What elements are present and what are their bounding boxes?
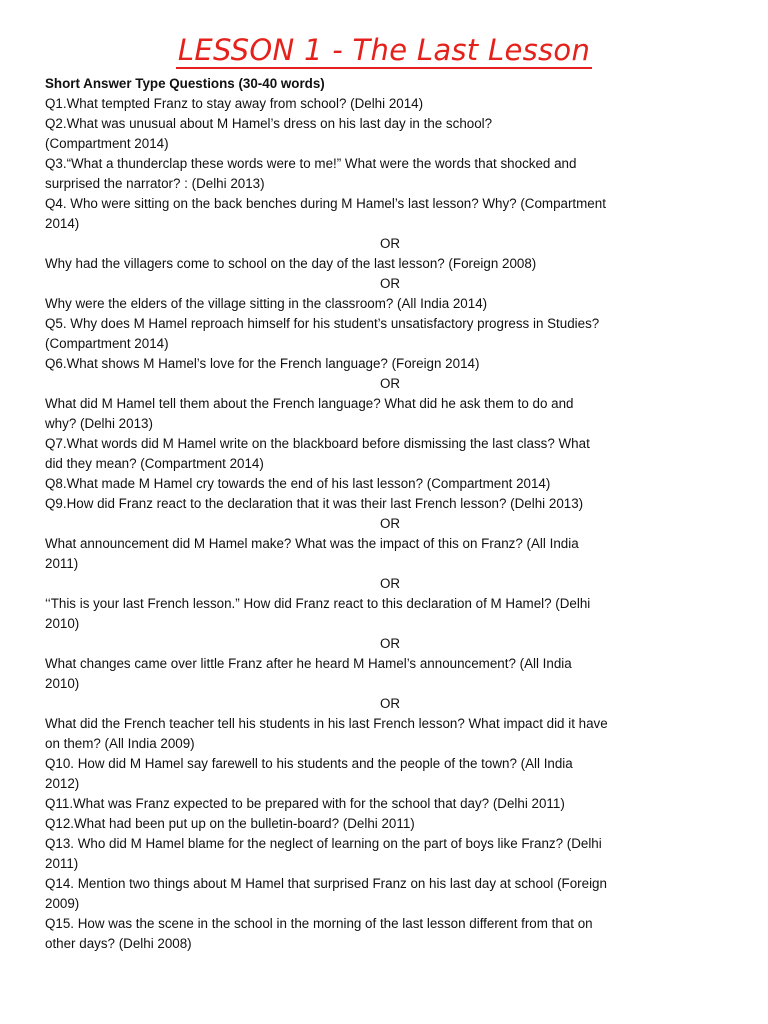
question-line: Q6.What shows M Hamel’s love for the French language? (Foreign 2014) <box>45 356 480 371</box>
question-line: Q13. Who did M Hamel blame for the neglect of learning on the part of boys like Franz? (Delhi <box>45 836 602 851</box>
section-heading: Short Answer Type Questions (30-40 words) <box>45 76 325 91</box>
question-line: 2009) <box>45 896 80 911</box>
lesson-title: LESSON 1 - The Last Lesson <box>177 33 591 67</box>
question-line: other days? (Delhi 2008) <box>45 936 192 951</box>
question-line: ‘‘This is your last French lesson.” How did Franz react to this declaration of M Hamel? (Delhi <box>45 596 591 611</box>
or-separator: OR <box>379 376 401 391</box>
question-line: Q2.What was unusual about M Hamel’s dress on his last day in the school? <box>45 116 493 131</box>
question-line: (Compartment 2014) <box>45 336 169 351</box>
question-line: 2012) <box>45 776 80 791</box>
question-line: 2014) <box>45 216 80 231</box>
or-separator: OR <box>379 276 401 291</box>
question-line: why? (Delhi 2013) <box>45 416 153 431</box>
question-line: Q11.What was Franz expected to be prepared with for the school that day? (Delhi 2011) <box>45 796 565 811</box>
question-line: What announcement did M Hamel make? What was the impact of this on Franz? (All India <box>45 536 579 551</box>
or-separator: OR <box>379 636 401 651</box>
question-line: Why had the villagers come to school on the day of the last lesson? (Foreign 2008) <box>45 256 537 271</box>
question-line: Q8.What made M Hamel cry towards the end of his last lesson? (Compartment 2014) <box>45 476 551 491</box>
question-line: Q12.What had been put up on the bulletin-board? (Delhi 2011) <box>45 816 415 831</box>
question-line: (Compartment 2014) <box>45 136 169 151</box>
question-list <box>45 74 735 954</box>
question-line: Q10. How did M Hamel say farewell to his students and the people of the town? (All India <box>45 756 573 771</box>
question-line: Q5. Why does M Hamel reproach himself for his student’s unsatisfactory progress in Studies? <box>45 316 600 331</box>
question-line: Q1.What tempted Franz to stay away from school? (Delhi 2014) <box>45 96 424 111</box>
question-line: What changes came over little Franz after he heard M Hamel’s announcement? (All India <box>45 656 572 671</box>
question-line: Q7.What words did M Hamel write on the blackboard before dismissing the last class? What <box>45 436 590 451</box>
or-separator: OR <box>379 576 401 591</box>
question-line: 2010) <box>45 616 80 631</box>
question-line: What did the French teacher tell his students in his last French lesson? What impact did it have <box>45 716 608 731</box>
question-line: 2010) <box>45 676 80 691</box>
or-separator: OR <box>379 236 401 251</box>
question-line: What did M Hamel tell them about the French language? What did he ask them to do and <box>45 396 574 411</box>
question-line: did they mean? (Compartment 2014) <box>45 456 264 471</box>
question-line: Q15. How was the scene in the school in the morning of the last lesson different from that on <box>45 916 593 931</box>
question-line: Q4. Who were sitting on the back benches during M Hamel’s last lesson? Why? (Compartment <box>45 196 606 211</box>
or-separator: OR <box>379 696 401 711</box>
or-separator: OR <box>379 516 401 531</box>
question-line: 2011) <box>45 856 79 871</box>
question-line: Q3.“What a thunderclap these words were to me!” What were the words that shocked and <box>45 156 577 171</box>
question-line: Why were the elders of the village sitting in the classroom? (All India 2014) <box>45 296 488 311</box>
lesson-title-container <box>0 30 768 70</box>
question-line: 2011) <box>45 556 79 571</box>
question-line: on them? (All India 2009) <box>45 736 195 751</box>
question-line: surprised the narrator? : (Delhi 2013) <box>45 176 265 191</box>
question-line: Q9.How did Franz react to the declaration that it was their last French lesson? (Delhi 2013) <box>45 496 584 511</box>
question-line: Q14. Mention two things about M Hamel that surprised Franz on his last day at school (Foreign <box>45 876 607 891</box>
